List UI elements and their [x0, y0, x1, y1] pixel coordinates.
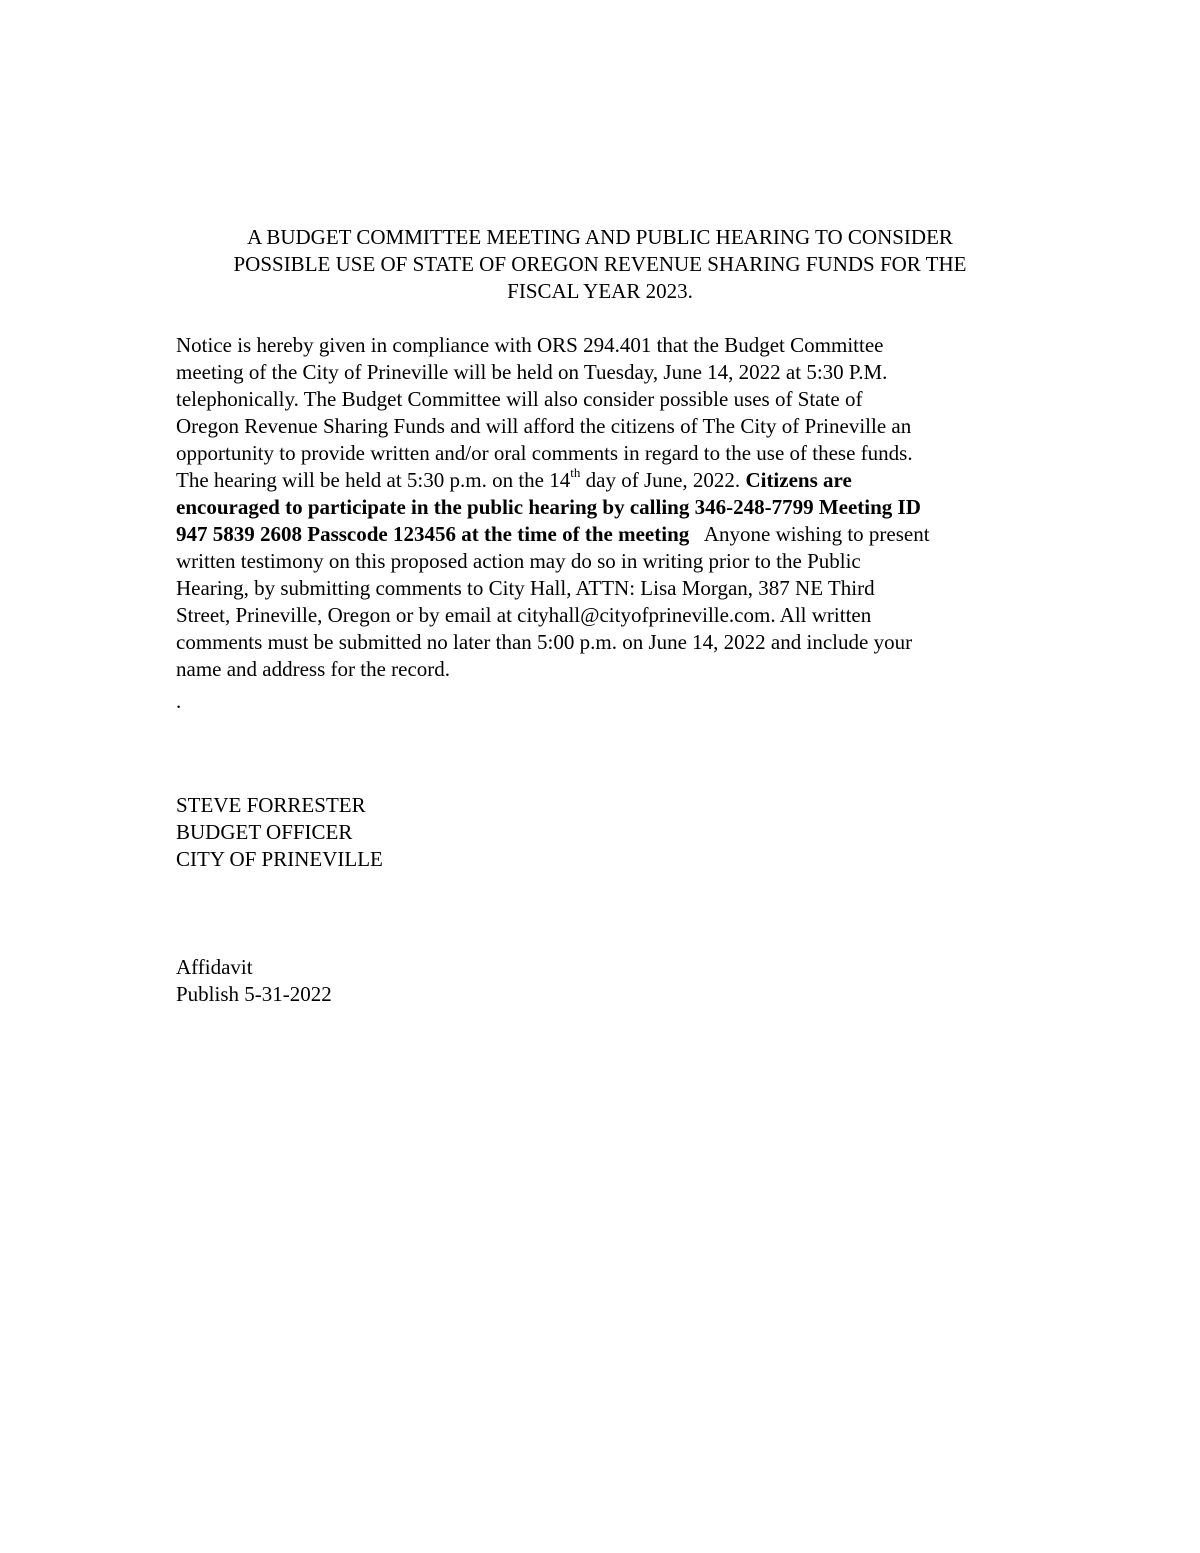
title-line: POSSIBLE USE OF STATE OF OREGON REVENUE SHARING FUNDS FOR THE: [233, 252, 967, 276]
testimony-text: Anyone wishing to present: [689, 522, 930, 546]
participation-notice-bold: Citizens are: [745, 468, 852, 492]
publish-date: Publish 5-31-2022: [176, 982, 332, 1006]
notice-line: telephonically. The Budget Committee will also consider possible uses of State of: [176, 387, 863, 411]
notice-body: [176, 332, 1036, 683]
affidavit-label: Affidavit: [176, 955, 253, 979]
notice-line: Oregon Revenue Sharing Funds and will afford the citizens of The City of Prineville an: [176, 414, 912, 438]
meeting-passcode-bold: 947 5839 2608 Passcode 123456 at the time of the meeting: [176, 522, 690, 546]
notice-line: name and address for the record.: [176, 657, 451, 681]
notice-line: Hearing, by submitting comments to City Hall, ATTN: Lisa Morgan, 387 NE Third: [176, 576, 875, 600]
notice-line: [176, 521, 1036, 548]
notice-line: [176, 467, 1036, 494]
signer-organization: CITY OF PRINEVILLE: [176, 847, 383, 871]
signer-title: BUDGET OFFICER: [176, 820, 353, 844]
ordinal-suffix: th: [570, 465, 581, 480]
participation-notice-bold: encouraged to participate in the public hearing by calling 346-248-7799 Meeting ID: [176, 495, 921, 519]
notice-line: comments must be submitted no later than 5:00 p.m. on June 14, 2022 and include your: [176, 630, 913, 654]
notice-line: Notice is hereby given in compliance with ORS 294.401 that the Budget Committee: [176, 333, 884, 357]
notice-line: meeting of the City of Prineville will be held on Tuesday, June 14, 2022 at 5:30 P.M.: [176, 360, 888, 384]
notice-line: [176, 494, 1036, 521]
hearing-date-text: day of June, 2022.: [580, 468, 746, 492]
notice-line: Street, Prineville, Oregon or by email at cityhall@cityofprineville.com. All written: [176, 603, 872, 627]
notice-line: written testimony on this proposed action may do so in writing prior to the Public: [176, 549, 861, 573]
signature-block: [176, 792, 383, 873]
hearing-time-text: The hearing will be held at 5:30 p.m. on the 14: [176, 468, 571, 492]
notice-title: [150, 224, 1050, 305]
title-line: FISCAL YEAR 2023.: [507, 279, 693, 303]
affidavit-block: [176, 954, 332, 1008]
title-line: A BUDGET COMMITTEE MEETING AND PUBLIC HEARING TO CONSIDER: [247, 225, 953, 249]
signer-name: STEVE FORRESTER: [176, 793, 366, 817]
stray-period: .: [176, 689, 182, 713]
notice-line: opportunity to provide written and/or oral comments in regard to the use of these funds.: [176, 441, 913, 465]
